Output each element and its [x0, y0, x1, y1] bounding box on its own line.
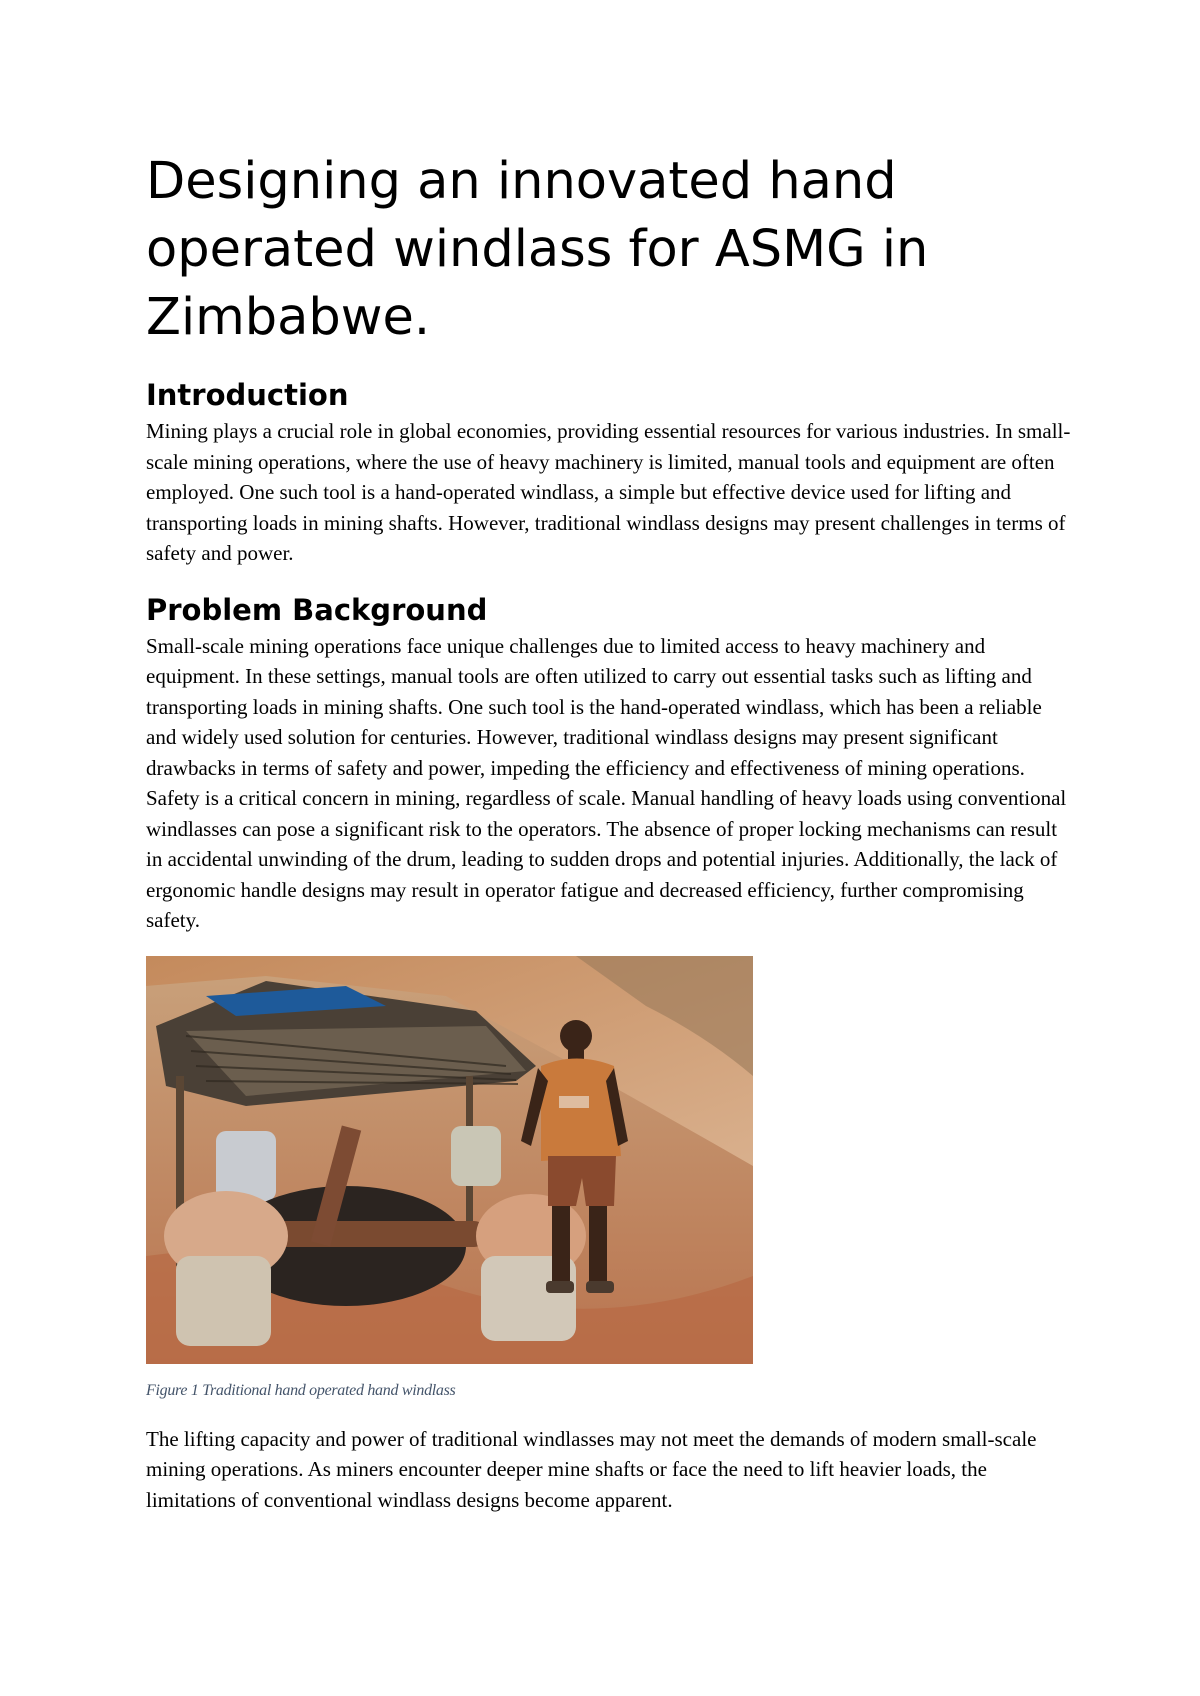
- figure-caption: Figure 1 Traditional hand operated hand windlass: [146, 1381, 456, 1399]
- document-body: [146, 148, 1076, 1515]
- closing-paragraph: The lifting capacity and power of traditional windlasses may not meet the demands of modern small-scale mining operations. As miners encounter deeper mine shafts or face the need to lift heavier loads, the limitations of conventional windlass designs become apparent.: [146, 1426, 1037, 1512]
- introduction-paragraph: Mining plays a crucial role in global economies, providing essential resources for various industries. In small-scale mining operations, where the use of heavy machinery is limited, manual tools and equipment are often employed. One such tool is a hand-operated windlass, a simple but effective device used for lifting and transporting loads in mining shafts. However, traditional windlass designs may present challenges in terms of safety and power.: [146, 419, 1071, 565]
- document-title: Designing an innovated hand operated windlass for ASMG in Zimbabwe.: [146, 152, 929, 347]
- problem-background-paragraph: Small-scale mining operations face unique challenges due to limited access to heavy machinery and equipment. In these settings, manual tools are often utilized to carry out essential tasks such as lifting and transporting loads in mining shafts. One such tool is the hand-operated windlass, which has been a reliable and widely used solution for centuries. However, traditional windlass designs may present significant drawbacks in terms of safety and power, impeding the efficiency and effectiveness of mining operations. Safety is a critical concern in mining, regardless of scale. Manual handling of heavy loads using conventional windlasses can pose a significant risk to the operators. The absence of proper locking mechanisms can result in accidental unwinding of the drum, leading to sudden drops and potential injuries. Additionally, the lack of ergonomic handle designs may result in operator fatigue and decreased efficiency, further compromising safety.: [146, 633, 1067, 932]
- section-heading-introduction: Introduction: [146, 378, 349, 412]
- figure-windlass-photo: [146, 956, 753, 1364]
- section-heading-problem-background: Problem Background: [146, 592, 488, 627]
